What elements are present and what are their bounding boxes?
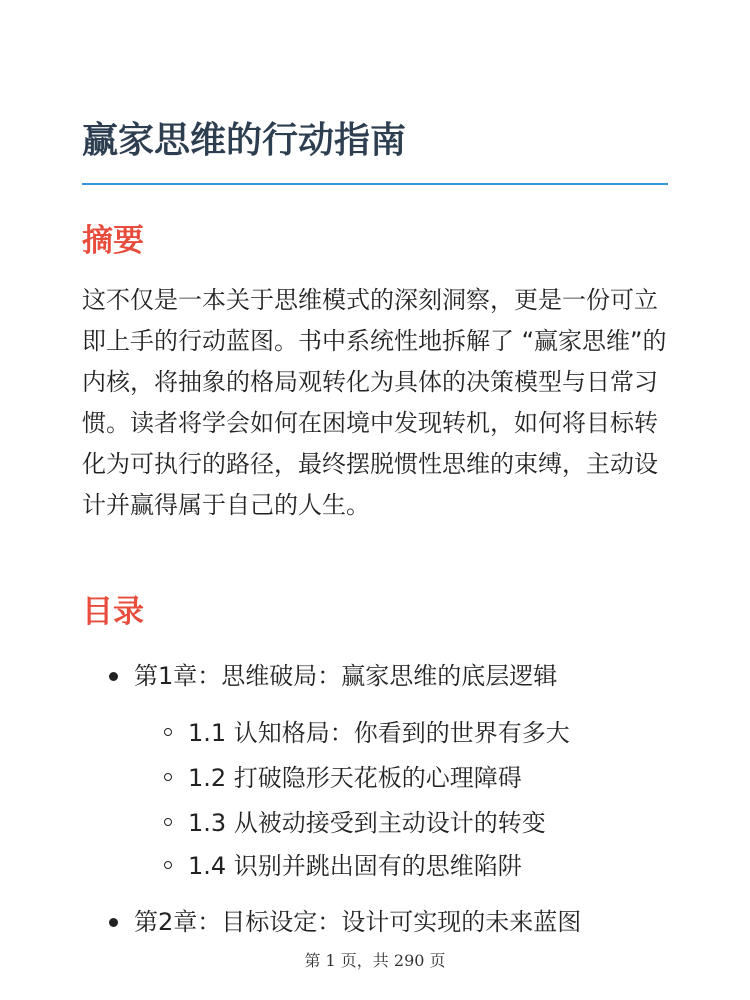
toc-heading: 目录 xyxy=(82,594,144,630)
toc-chapter-1 xyxy=(134,659,557,693)
toc-section-1-2 xyxy=(188,761,522,795)
toc-section-label: 1.1 认知格局：你看到的世界有多大 xyxy=(188,719,570,747)
abstract-heading: 摘要 xyxy=(82,223,144,259)
page-number-footer: 第 1 页，共 290 页 xyxy=(304,951,446,970)
toc-chapter-label: 第2章：目标设定：设计可实现的未来蓝图 xyxy=(134,908,582,936)
bullet-disc-icon xyxy=(109,672,118,681)
toc-section-label: 1.3 从被动接受到主动设计的转变 xyxy=(188,809,546,837)
toc-section-1-4 xyxy=(188,849,522,883)
toc-section-1-3 xyxy=(188,806,546,840)
abstract-text: 这不仅是一本关于思维模式的深刻洞察，更是一份可立即上手的行动蓝图。书中系统性地拆解了 “赢家思维”的内核，将抽象的格局观转化为具体的决策模型与日常习惯。读者将学会如何在困境中发现转机，如何将目标转化为可执行的路径，最终摆脱惯性思维的束缚，主动设计并赢得属于自己的人生。 xyxy=(82,286,667,519)
toc-chapter-2 xyxy=(134,905,581,939)
toc-chapter-label: 第1章：思维破局：赢家思维的底层逻辑 xyxy=(134,662,558,690)
title-divider xyxy=(82,183,668,185)
toc-section-1-1 xyxy=(188,716,570,750)
bullet-circle-icon xyxy=(164,861,172,869)
toc-section-label: 1.2 打破隐形天花板的心理障碍 xyxy=(188,764,522,792)
document-title: 赢家思维的行动指南 xyxy=(82,120,407,161)
bullet-circle-icon xyxy=(164,728,172,736)
bullet-circle-icon xyxy=(164,773,172,781)
bullet-disc-icon xyxy=(109,918,118,927)
toc-section-label: 1.4 识别并跳出固有的思维陷阱 xyxy=(188,852,522,880)
bullet-circle-icon xyxy=(164,818,172,826)
